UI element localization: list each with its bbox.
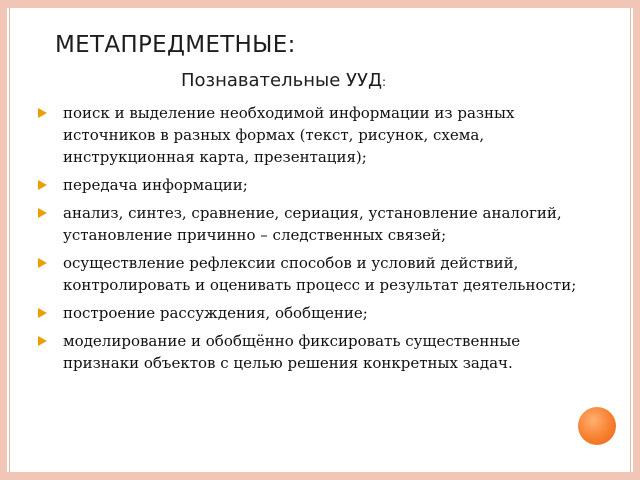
bullet-item: [38, 202, 583, 246]
bullet-item: [38, 252, 583, 296]
bullet-arrow-icon: [38, 180, 47, 190]
decorative-orange-circle: [578, 407, 616, 445]
slide-subtitle: [181, 70, 386, 91]
bullet-item: [38, 330, 583, 374]
bullet-text: передача информации;: [63, 176, 248, 194]
bullet-arrow-icon: [38, 258, 47, 268]
subtitle-text: Познавательные УУД: [181, 70, 383, 91]
bullet-text: осуществление рефлексии способов и условий действий, контролировать и оценивать процесс и результат деятельности;: [63, 254, 577, 294]
bullet-list: [38, 102, 583, 380]
bullet-text: моделирование и обобщённо фиксировать существенные признаки объектов с целью решения конкретных задач.: [63, 332, 521, 372]
left-border-stripe: [9, 8, 10, 472]
right-border-stripe: [630, 8, 631, 472]
bullet-text: анализ, синтез, сравнение, сериация, установление аналогий, установление причинно – следственных связей;: [63, 204, 562, 244]
bullet-item: [38, 102, 583, 168]
bullet-item: [38, 302, 583, 324]
bullet-arrow-icon: [38, 336, 47, 346]
slide: [7, 8, 633, 472]
slide-title: МЕТАПРЕДМЕТНЫЕ:: [55, 32, 296, 58]
bullet-text: поиск и выделение необходимой информации из разных источников в разных формах (текст, рисунок, схема, инструкционная карта, презентация);: [63, 104, 515, 166]
bullet-text: построение рассуждения, обобщение;: [63, 304, 368, 322]
bullet-arrow-icon: [38, 308, 47, 318]
bullet-arrow-icon: [38, 108, 47, 118]
bullet-arrow-icon: [38, 208, 47, 218]
bullet-item: [38, 174, 583, 196]
subtitle-colon: :: [382, 75, 387, 89]
